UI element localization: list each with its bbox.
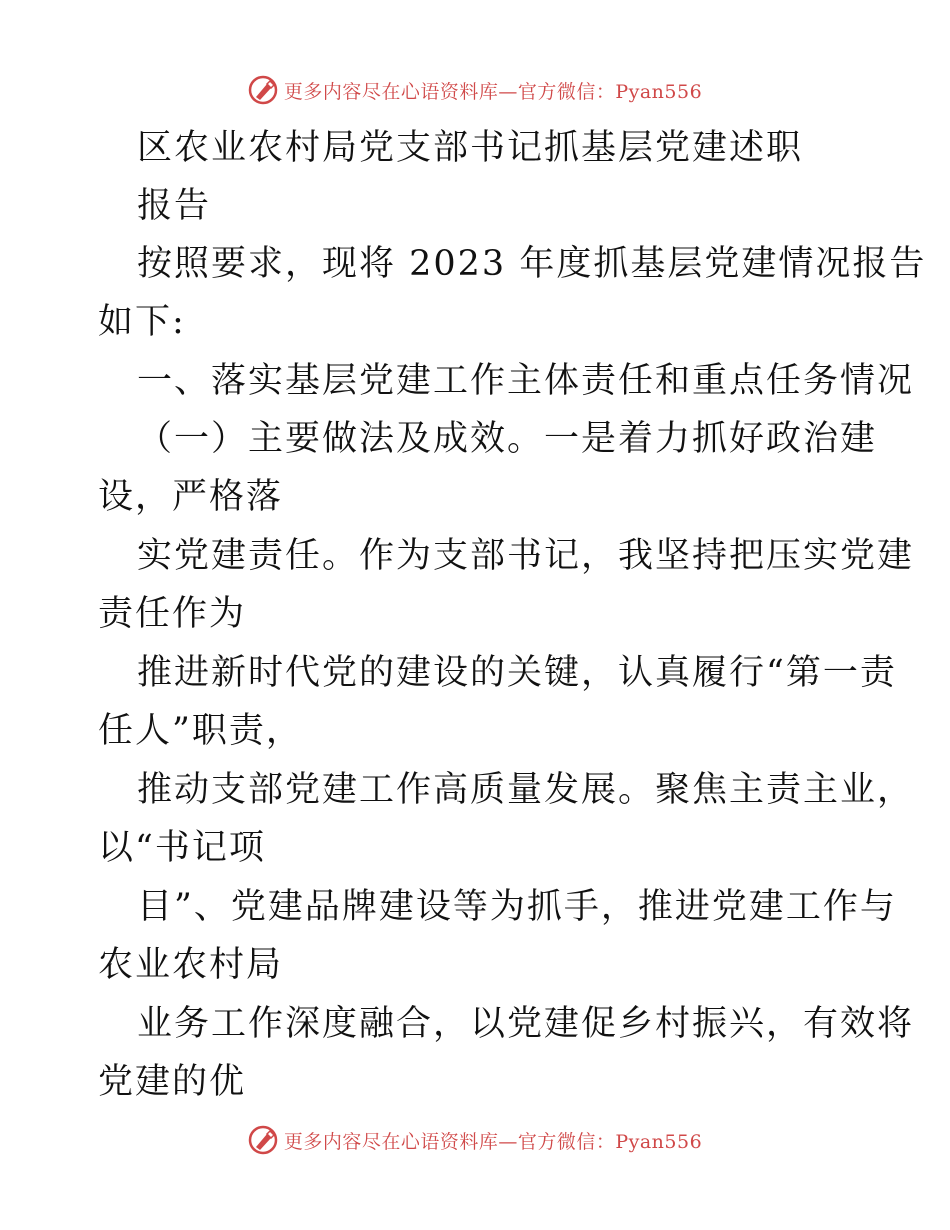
paragraph-line: 实党建责任。作为支部书记，我坚持把压实党建 xyxy=(137,536,915,576)
paragraph-line: 业务工作深度融合，以党建促乡村振兴，有效将 xyxy=(137,1004,915,1044)
paragraph-line: 党建的优 xyxy=(98,1062,247,1102)
paragraph-line: 如下: xyxy=(98,302,186,342)
pen-nib-logo-icon xyxy=(248,75,278,105)
document-title-line-1: 区农业农村局党支部书记抓基层党建述职 xyxy=(137,128,804,168)
subsection-heading: （一）主要做法及成效。一是着力抓好政治建 xyxy=(137,419,878,459)
paragraph-line: 按照要求，现将 2023 年度抓基层党建情况报告 xyxy=(137,244,927,284)
paragraph-line: 任人”职责， xyxy=(98,711,303,751)
paragraph-line: 农业农村局 xyxy=(98,945,284,985)
header-watermark xyxy=(0,70,950,110)
paragraph-line: 设，严格落 xyxy=(98,477,284,517)
watermark-text: 更多内容尽在心语资料库—官方微信：Pyan556 xyxy=(283,1130,703,1153)
paragraph-line: 推进新时代党的建设的关键，认真履行“第一责 xyxy=(137,653,897,693)
pen-nib-logo-icon xyxy=(248,1125,278,1155)
paragraph-line: 责任作为 xyxy=(98,594,247,634)
paragraph-line: 目”、党建品牌建设等为抓手，推进党建工作与 xyxy=(137,887,897,927)
section-heading: 一、落实基层党建工作主体责任和重点任务情况 xyxy=(137,361,915,401)
footer-watermark xyxy=(0,1120,950,1160)
watermark-text: 更多内容尽在心语资料库—官方微信：Pyan556 xyxy=(283,80,703,103)
paragraph-line: 推动支部党建工作高质量发展。聚焦主责主业， xyxy=(137,770,915,810)
document-title-line-2: 报告 xyxy=(137,186,212,226)
paragraph-line: 以“书记项 xyxy=(98,828,266,868)
